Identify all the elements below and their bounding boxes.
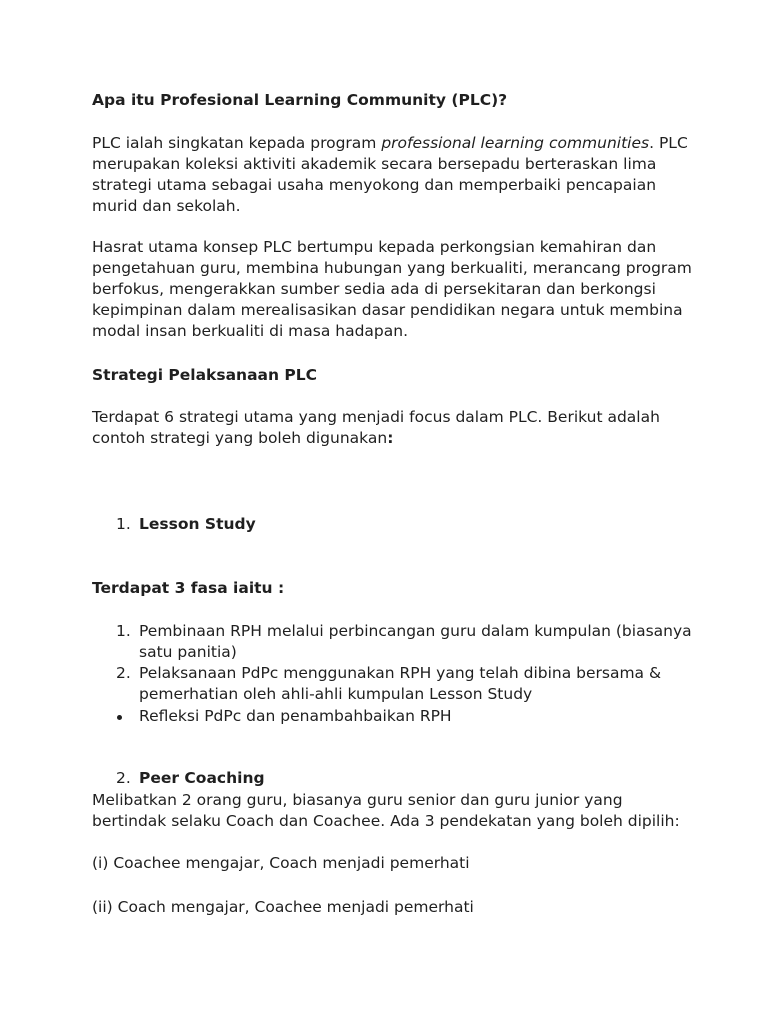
- phase-1-number: 1.: [116, 622, 131, 640]
- strategy-2-number: 2.: [116, 769, 131, 787]
- approach-1: (i) Coachee mengajar, Coach menjadi pemerhati: [92, 854, 470, 872]
- strategy-1-number: 1.: [116, 515, 131, 533]
- phase-2-text: Pelaksanaan PdPc menggunakan RPH yang telah dibina bersama & pemerhatian oleh ahli-ahli kumpulan Lesson Study: [139, 664, 662, 703]
- strategy-2-title: Peer Coaching: [139, 769, 265, 787]
- strategy-1-title: Lesson Study: [139, 515, 256, 533]
- paragraph-peer-coaching: Melibatkan 2 orang guru, biasanya guru senior dan guru junior yang bertindak selaku Coach dan Coachee. Ada 3 pendekatan yang boleh dipilih:: [92, 791, 680, 830]
- strategy-intro-text: Terdapat 6 strategi utama yang menjadi focus dalam PLC. Berikut adalah contoh strategi yang boleh digunakan: [92, 408, 660, 447]
- paragraph-plc-definition: [92, 133, 692, 217]
- definition-text-end: . PLC merupakan koleksi aktiviti akademik secara bersepadu berteraskan lima strategi utama sebagai usaha menyokong dan memperbaiki pencapaian murid dan sekolah.: [92, 134, 688, 215]
- paragraph-plc-aim: Hasrat utama konsep PLC bertumpu kepada perkongsian kemahiran dan pengetahuan guru, membina hubungan yang berkualiti, merancang program berfokus, mengerakkan sumber sedia ada di persekitaran dan berkongsi kepimpinan dalam merealisasikan dasar pendidikan negara untuk membina modal insan berkualiti di masa hadapan.: [92, 238, 692, 340]
- strategy-intro-colon: :: [387, 429, 394, 447]
- approach-2: (ii) Coach mengajar, Coachee menjadi pemerhati: [92, 898, 474, 916]
- phase-3-text: Refleksi PdPc dan penambahbaikan RPH: [139, 707, 452, 725]
- definition-italic-term: professional learning communities: [381, 134, 650, 152]
- phase-1-text: Pembinaan RPH melalui perbincangan guru dalam kumpulan (biasanya satu panitia): [139, 622, 692, 661]
- heading-what-is-plc: Apa itu Profesional Learning Community (PLC)?: [92, 91, 508, 109]
- phase-2-number: 2.: [116, 664, 131, 682]
- bullet-icon: [117, 715, 122, 720]
- definition-text-start: PLC ialah singkatan kepada program: [92, 134, 382, 152]
- heading-strategy: Strategi Pelaksanaan PLC: [92, 366, 318, 384]
- heading-phases: Terdapat 3 fasa iaitu :: [92, 579, 285, 597]
- paragraph-strategy-intro: [92, 407, 692, 449]
